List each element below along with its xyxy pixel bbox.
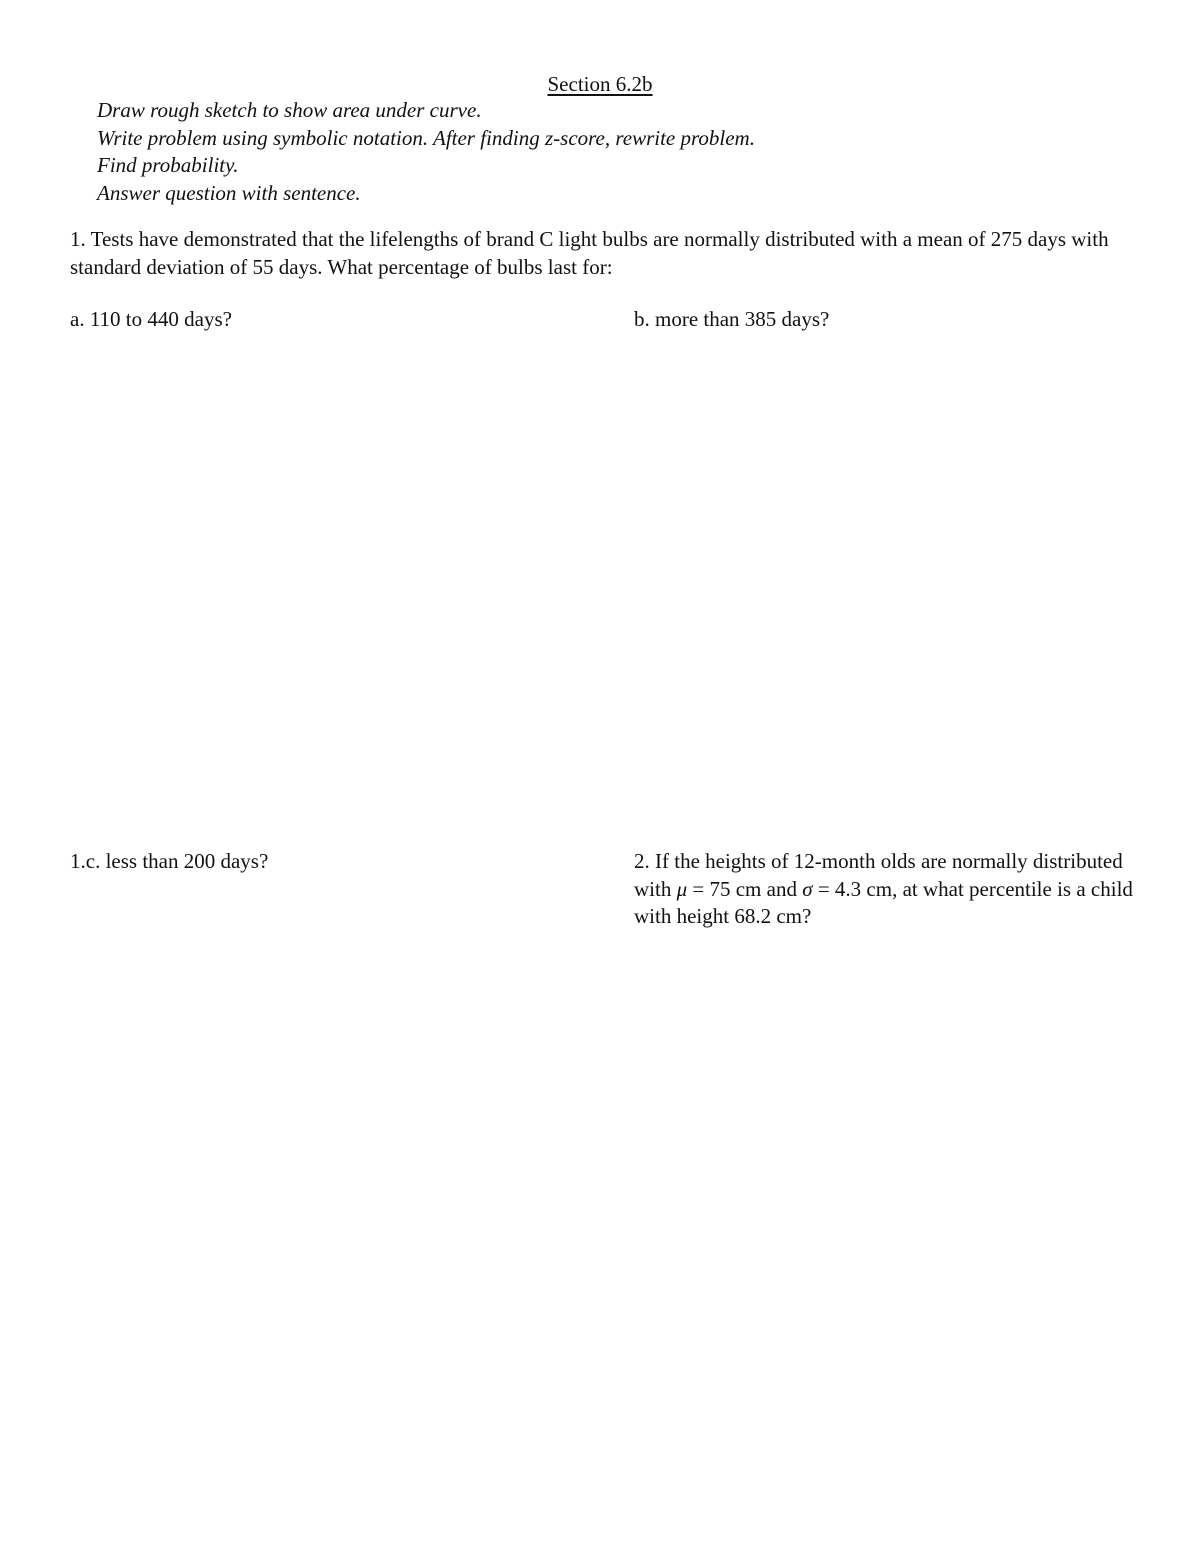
instruction-line: Draw rough sketch to show area under curve.	[97, 98, 482, 122]
problem-1c: 1.c. less than 200 days?	[70, 849, 269, 873]
instructions-block	[97, 97, 755, 207]
problem-2-text	[634, 848, 1134, 931]
problem-2-intro: 2. If the heights of 12-month olds are normally distributed with	[634, 849, 1123, 901]
problem-1b: b. more than 385 days?	[634, 307, 830, 331]
problem-1-text: 1. Tests have demonstrated that the lifelengths of brand C light bulbs are normally distributed with a mean of 275 days with standard deviation of 55 days. What percentage of bulbs last for:	[70, 227, 1109, 279]
mu-value: = 75 cm and	[687, 876, 803, 901]
section-heading: Section 6.2b	[547, 72, 653, 96]
instruction-line: Write problem using symbolic notation. After finding z-score, rewrite problem.	[97, 125, 755, 150]
problem-2-question: = 4.3 cm, at what percentile is a child with height 68.2 cm?	[634, 876, 1133, 928]
page-title	[0, 71, 1200, 98]
instruction-line: Answer question with sentence.	[97, 180, 361, 205]
problem-1a: a. 110 to 440 days?	[70, 307, 232, 331]
sigma-symbol: σ	[802, 876, 813, 901]
instruction-line: Find probability.	[97, 153, 239, 177]
mu-symbol: μ	[676, 876, 688, 901]
